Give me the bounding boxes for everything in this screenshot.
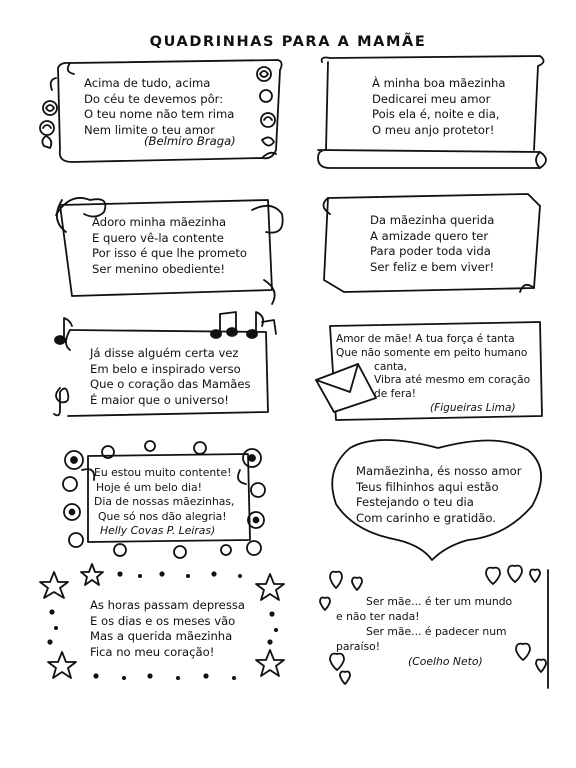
poem-line: Que não somente em peito humano	[336, 346, 528, 359]
poem-line: paraíso!	[336, 640, 381, 653]
star-icon	[40, 572, 68, 598]
poem-line: de fera!	[374, 388, 416, 401]
poem-line: Do céu te devemos pôr:	[84, 91, 224, 106]
poem-line: Para poder toda vida	[370, 244, 491, 259]
heart-icon	[352, 578, 362, 591]
poem-line: Ser mãe... é ter um mundo	[366, 595, 513, 608]
poem-line: Por isso é que lhe prometo	[92, 246, 247, 261]
poem-line: Dedicarei meu amor	[372, 91, 491, 106]
poem-line: Hoje é um belo dia!	[96, 480, 202, 494]
poem-4	[370, 213, 494, 275]
poem-line: E quero vê-la contente	[92, 230, 224, 245]
poem-line: As horas passam depressa	[90, 598, 246, 612]
poem-line: O meu anjo protetor!	[372, 122, 495, 137]
poem-author: (Coelho Neto)	[408, 655, 483, 668]
poem-line: Fica no meu coração!	[90, 644, 215, 659]
poem-line: Em belo e inspirado verso	[90, 361, 241, 376]
heart-icon	[340, 672, 350, 685]
star-icon	[81, 564, 103, 585]
poem-line: Acima de tudo, acima	[84, 76, 211, 90]
poem-line: Eu estou muito contente!	[94, 466, 232, 479]
poem-author: Helly Covas P. Leiras)	[100, 524, 216, 538]
poem-line: Festejando o teu dia	[356, 495, 474, 510]
poem-line: Com carinho e gratidão.	[356, 510, 496, 525]
heart-icon	[486, 568, 500, 584]
rose-icon	[40, 78, 57, 148]
heart-icon	[320, 598, 330, 611]
poem-line: Ser mãe... é padecer num	[366, 625, 507, 638]
poem-author: (Figueiras Lima)	[430, 401, 516, 414]
heart-icon	[516, 644, 530, 660]
poem-line: E os dias e os meses vão	[90, 613, 236, 628]
poem-line: A amizade quero ter	[370, 228, 489, 243]
poem-5	[90, 346, 251, 408]
poem-line: Amor de mãe! A tua força é tanta	[336, 333, 515, 345]
poem-10	[336, 594, 512, 669]
star-icon	[256, 650, 284, 676]
poem-6	[336, 333, 530, 416]
poem-line: Dia de nossas mãezinhas,	[94, 495, 235, 509]
poem-3	[92, 215, 247, 277]
poem-line: e não ter nada!	[336, 610, 420, 623]
poem-line: Da mãezinha querida	[370, 213, 495, 227]
poem-line: Teus filhinhos aqui estão	[356, 479, 499, 494]
poem-7	[94, 466, 234, 539]
poem-2	[372, 76, 506, 138]
poem-line: Mas a querida mãezinha	[90, 629, 233, 644]
star-icon	[48, 652, 76, 678]
star-icon	[256, 574, 284, 600]
poem-line: Mamãezinha, és nosso amor	[356, 464, 522, 478]
poem-8	[356, 464, 522, 526]
poem-line: Vibra até mesmo em coração	[374, 374, 531, 387]
poem-line: Já disse alguém certa vez	[90, 346, 239, 360]
poem-line: É maior que o universo!	[90, 392, 229, 407]
page-title: QUADRINHAS PARA A MAMÃE	[149, 34, 427, 50]
poem-9	[90, 598, 245, 660]
poem-line: O teu nome não tem rima	[84, 107, 235, 122]
poem-line: Que só nos dão alegria!	[98, 509, 227, 523]
heart-icon	[530, 570, 540, 583]
poem-line: À minha boa mãezinha	[372, 76, 506, 90]
heart-icon	[508, 566, 522, 582]
poem-line: canta,	[374, 360, 408, 373]
heart-icon	[330, 572, 342, 588]
poem-line: Pois ela é, noite e dia,	[372, 107, 500, 122]
rose-icon	[257, 67, 275, 146]
poem-line: Ser menino obediente!	[92, 261, 226, 276]
poem-1	[84, 76, 236, 150]
poem-line: Que o coração das Mamães	[90, 377, 251, 392]
poem-line: Nem limite o teu amor	[84, 122, 215, 137]
poem-line: Adoro minha mãezinha	[92, 215, 227, 229]
poem-line: Ser feliz e bem viver!	[370, 259, 495, 274]
poem-author: (Belmiro Braga)	[144, 134, 236, 149]
heart-icon	[536, 660, 546, 673]
